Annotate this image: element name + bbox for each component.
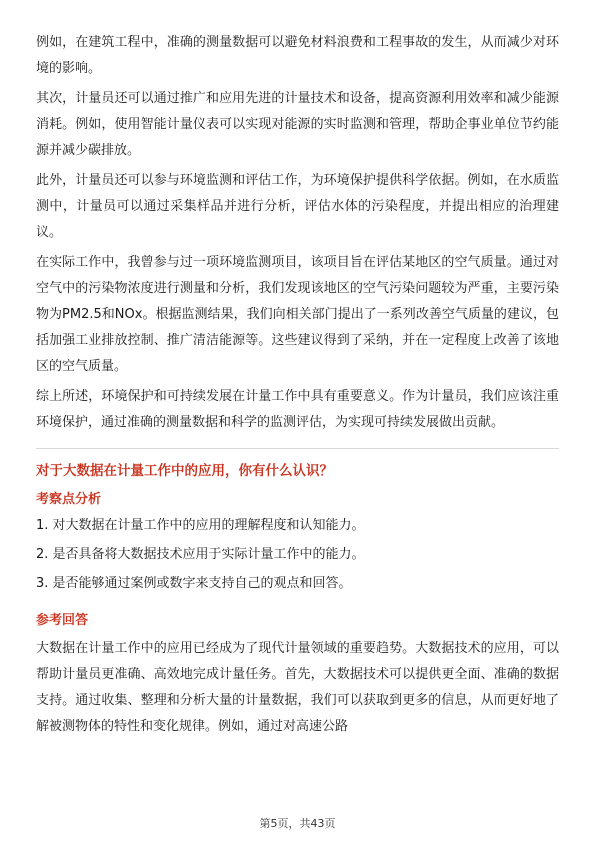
analysis-heading: 考察点分析 xyxy=(36,492,102,507)
document-body xyxy=(36,30,559,740)
answer-heading: 参考回答 xyxy=(36,613,89,628)
paragraph: 此外，计量员还可以参与环境监测和评估工作，为环境保护提供科学依据。例如，在水质监测中，计量员可以通过采集样品并进行分析，评估水体的污染程度，并提出相应的治理建议。 xyxy=(36,173,559,240)
analysis-item: 3. 是否能够通过案例或数字来支持自己的观点和回答。 xyxy=(36,576,352,591)
question-heading: 对于大数据在计量工作中的应用，你有什么认识？ xyxy=(36,463,333,479)
paragraph: 其次，计量员还可以通过推广和应用先进的计量技术和设备，提高资源利用效率和减少能源消耗。例如，使用智能计量仪表可以实现对能源的实时监测和管理，帮助企事业单位节约能源并减少碳排放。 xyxy=(36,91,559,158)
spacer xyxy=(36,602,559,610)
analysis-item: 2. 是否具备将大数据技术应用于实际计量工作中的能力。 xyxy=(36,547,365,562)
page-footer: 第5页，共43页 xyxy=(259,817,336,830)
answer-paragraph: 大数据在计量工作中的应用已经成为了现代计量领域的重要趋势。大数据技术的应用，可以帮助计量员更准确、高效地完成计量任务。首先，大数据技术可以提供更全面、准确的数据支持。通过收集、整理和分析大量的计量数据，我们可以获取到更多的信息，从而更好地了解被测物体的特性和变化规律。例如，通过对高速公路 xyxy=(36,641,559,734)
paragraph: 综上所述，环境保护和可持续发展在计量工作中具有重要意义。作为计量员，我们应该注重环境保护，通过准确的测量数据和科学的监测评估，为实现可持续发展做出贡献。 xyxy=(36,389,559,430)
paragraph: 在实际工作中，我曾参与过一项环境监测项目，该项目旨在评估某地区的空气质量。通过对空气中的污染物浓度进行测量和分析，我们发现该地区的空气污染问题较为严重，主要污染物为PM2.5和NOx。根据监测结果，我们向相关部门提出了一系列改善空气质量的建议，包括加强工业排放控制、推广清洁能源等。这些建议得到了采纳，并在一定程度上改善了该地区的空气质量。 xyxy=(36,255,559,374)
paragraph: 例如，在建筑工程中，准确的测量数据可以避免材料浪费和工程事故的发生，从而减少对环境的影响。 xyxy=(36,35,559,76)
analysis-item: 1. 对大数据在计量工作中的应用的理解程度和认知能力。 xyxy=(36,518,365,533)
section-divider xyxy=(36,448,559,449)
